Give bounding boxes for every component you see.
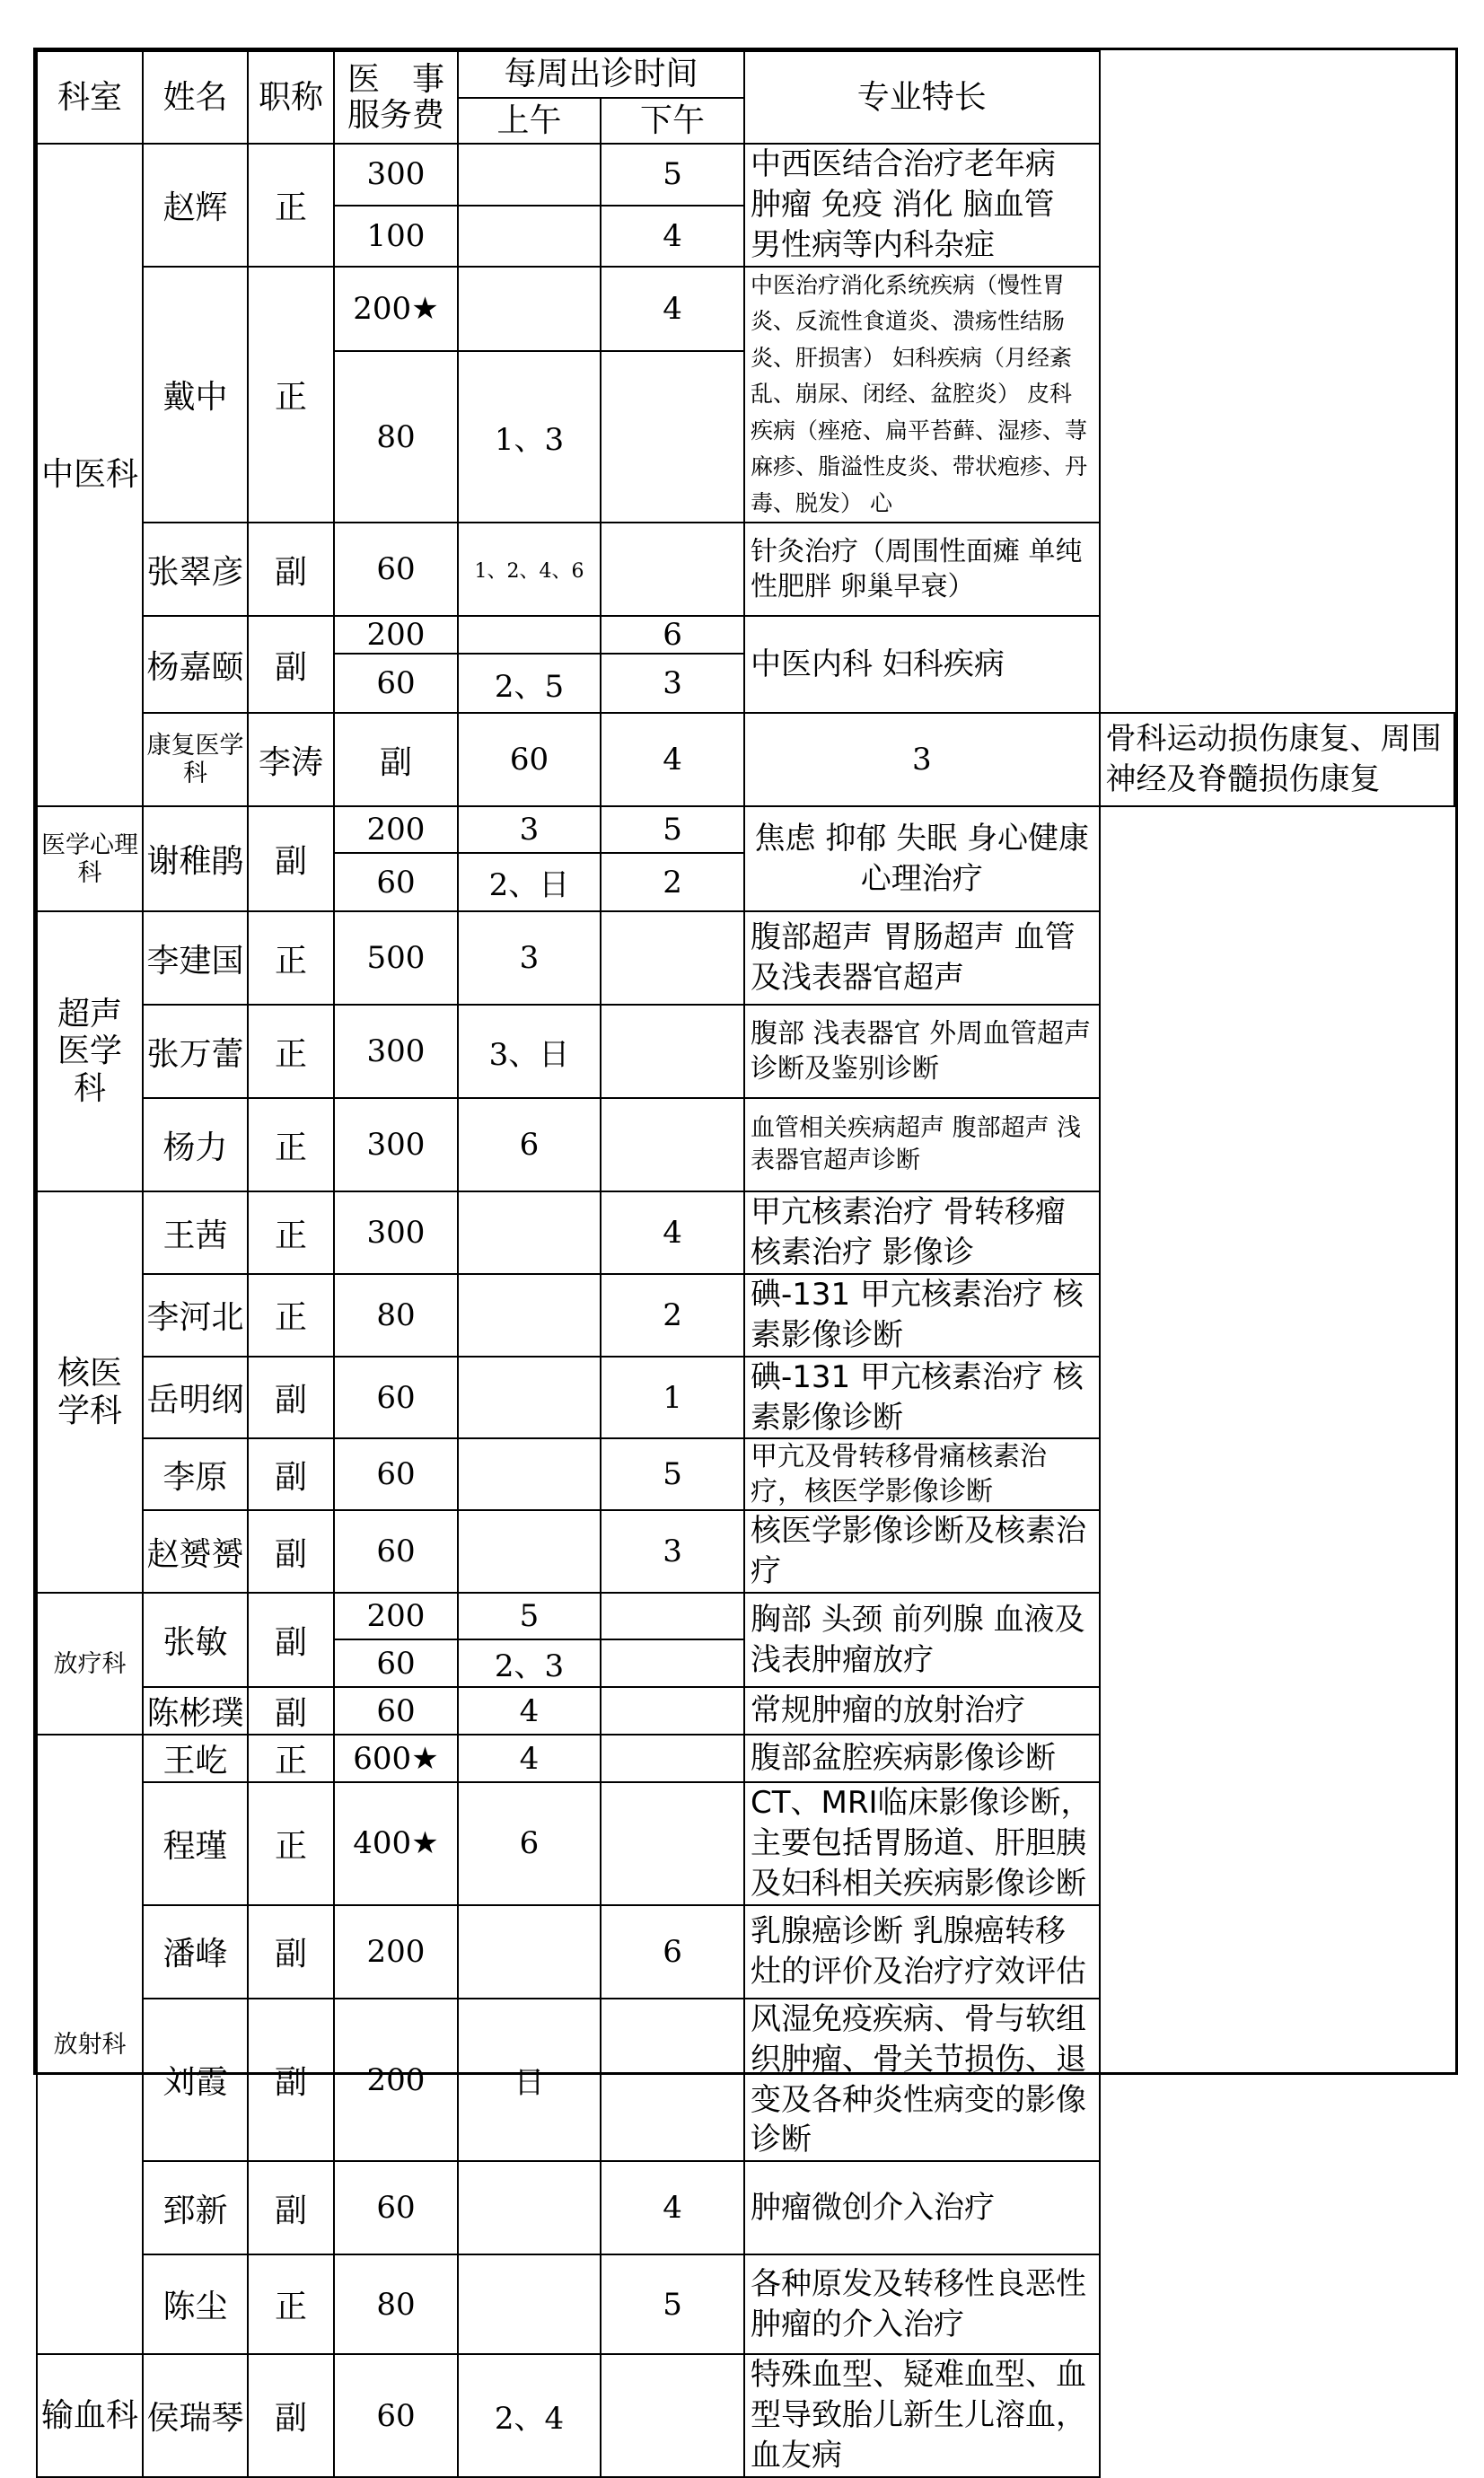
dept-cell: 放疗科 (37, 1593, 143, 1735)
fee-cell: 60 (334, 853, 458, 911)
dept-cell (37, 911, 143, 1191)
doctor-name: 刘霞 (143, 1999, 248, 2162)
fee-cell: 60 (334, 1510, 458, 1593)
am-cell: 2、3 (458, 1639, 601, 1687)
header-name: 姓名 (143, 51, 248, 144)
pm-cell: 2 (601, 853, 744, 911)
doctor-name: 戴中 (143, 267, 248, 523)
pm-cell: 4 (601, 1191, 744, 1274)
fee-cell: 600★ (334, 1735, 458, 1782)
fee-cell: 80 (334, 1274, 458, 1357)
doctor-name: 陈彬璞 (143, 1687, 248, 1735)
am-cell (458, 144, 601, 206)
table-row (37, 523, 1454, 616)
fee-cell: 200 (334, 1593, 458, 1639)
doctor-title: 正 (248, 144, 334, 267)
specialty-cell: 碘-131 甲亢核素治疗 核素影像诊断 (744, 1357, 1099, 1439)
doctor-title: 正 (248, 1735, 334, 1782)
table-row (37, 1357, 1454, 1439)
table-row (37, 267, 1454, 352)
doctor-name: 陈尘 (143, 2254, 248, 2354)
pm-cell: 3 (744, 713, 1099, 806)
doctor-name: 赵赟赟 (143, 1510, 248, 1593)
fee-cell: 60 (334, 2354, 458, 2477)
table-row (37, 1735, 1454, 1782)
fee-cell: 300 (334, 144, 458, 206)
table-row (37, 1191, 1454, 1274)
doctor-name: 李建国 (143, 911, 248, 1005)
specialty-cell: CT、MRI临床影像诊断，主要包括胃肠道、肝胆胰及妇科相关疾病影像诊断 (744, 1782, 1099, 1905)
specialty-cell: 胸部 头颈 前列腺 血液及浅表肿瘤放疗 (744, 1593, 1099, 1687)
specialty-cell: 腹部盆腔疾病影像诊断 (744, 1735, 1099, 1782)
doctor-title: 正 (248, 1191, 334, 1274)
doctor-title: 副 (248, 523, 334, 616)
fee-cell: 60 (334, 654, 458, 713)
specialty-cell: 中医治疗消化系统疾病（慢性胃炎、反流性食道炎、溃疡性结肠炎、肝损害） 妇科疾病（月经紊乱、崩尿、闭经、盆腔炎） 皮科疾病（痤疮、扁平苔藓、湿疹、荨麻疹、脂溢性皮炎、带状疱疹、丹毒、脱发） 心 (744, 267, 1099, 523)
pm-cell: 2 (601, 1274, 744, 1357)
pm-cell: 3 (601, 654, 744, 713)
am-cell: 1、2、4、6 (458, 523, 601, 616)
doctor-name: 潘峰 (143, 1905, 248, 1999)
am-cell (458, 1510, 601, 1593)
dept-cell (37, 1191, 143, 1593)
header-fee (334, 51, 458, 144)
table-row (37, 1999, 1454, 2162)
specialty-cell: 碘-131 甲亢核素治疗 核素影像诊断 (744, 1274, 1099, 1357)
fee-cell: 80 (334, 351, 458, 523)
am-cell: 3 (458, 911, 601, 1005)
doctor-name: 杨嘉颐 (143, 616, 248, 713)
doctor-title: 副 (248, 1510, 334, 1593)
specialty-cell: 肿瘤微创介入治疗 (744, 2161, 1099, 2254)
doctor-name: 王茜 (143, 1191, 248, 1274)
dept-cell: 中医科 (37, 144, 143, 806)
doctor-name: 侯瑞琴 (143, 2354, 248, 2477)
fee-cell: 60 (334, 2161, 458, 2254)
pm-cell: 1 (601, 1357, 744, 1439)
am-cell (458, 1357, 601, 1439)
pm-cell: 4 (601, 2161, 744, 2254)
doctor-title: 副 (248, 1593, 334, 1687)
doctor-name: 程瑾 (143, 1782, 248, 1905)
doctor-name: 杨力 (143, 1098, 248, 1191)
specialty-cell: 焦虑 抑郁 失眠 身心健康 心理治疗 (744, 806, 1099, 911)
pm-cell: 5 (601, 806, 744, 853)
pm-cell (601, 1593, 744, 1639)
doctor-title: 正 (248, 2254, 334, 2354)
am-cell: 2、日 (458, 853, 601, 911)
pm-cell (601, 1687, 744, 1735)
fee-cell: 200 (334, 806, 458, 853)
am-cell (458, 1274, 601, 1357)
doctor-title: 副 (248, 616, 334, 713)
doctor-name: 谢稚鹃 (143, 806, 248, 911)
table-row (37, 144, 1454, 206)
pm-cell (601, 1735, 744, 1782)
fee-cell: 200 (334, 1905, 458, 1999)
pm-cell (601, 2354, 744, 2477)
fee-cell: 60 (334, 523, 458, 616)
header-title: 职称 (248, 51, 334, 144)
doctor-name: 赵辉 (143, 144, 248, 267)
doctor-title: 副 (248, 2161, 334, 2254)
specialty-cell: 特殊血型、疑难血型、血型导致胎儿新生儿溶血，血友病 (744, 2354, 1099, 2477)
fee-cell: 200★ (334, 267, 458, 352)
header-dept: 科室 (37, 51, 143, 144)
doctor-name: 李原 (143, 1438, 248, 1510)
header-row (37, 51, 1454, 98)
doctor-title: 正 (248, 1782, 334, 1905)
specialty-cell: 中医内科 妇科疾病 (744, 616, 1099, 713)
specialty-cell: 乳腺癌诊断 乳腺癌转移灶的评价及治疗疗效评估 (744, 1905, 1099, 1999)
am-cell: 3、日 (458, 1005, 601, 1098)
am-cell (458, 1191, 601, 1274)
fee-cell: 60 (458, 713, 601, 806)
specialty-cell: 各种原发及转移性良恶性肿瘤的介入治疗 (744, 2254, 1099, 2354)
doctor-title: 副 (248, 2354, 334, 2477)
table-row (37, 1005, 1454, 1098)
pm-cell (601, 1999, 744, 2162)
doctor-name: 岳明纲 (143, 1357, 248, 1439)
pm-cell: 4 (601, 267, 744, 352)
am-cell: 6 (458, 1782, 601, 1905)
pm-cell (601, 1098, 744, 1191)
doctor-name: 郅新 (143, 2161, 248, 2254)
doctor-title: 副 (248, 1687, 334, 1735)
am-cell: 4 (458, 1687, 601, 1735)
pm-cell (601, 911, 744, 1005)
doctor-name: 李涛 (248, 713, 334, 806)
table-row (37, 911, 1454, 1005)
table-row (37, 1098, 1454, 1191)
am-cell: 1、3 (458, 351, 601, 523)
header-fee-line2: 服务费 (347, 96, 444, 134)
pm-cell (601, 523, 744, 616)
specialty-cell: 甲亢核素治疗 骨转移瘤核素治疗 影像诊 (744, 1191, 1099, 1274)
table-row (37, 2161, 1454, 2254)
table-row (37, 2354, 1454, 2477)
doctor-name: 张翠彦 (143, 523, 248, 616)
doctor-title: 正 (248, 267, 334, 523)
specialty-cell: 核医学影像诊断及核素治疗 (744, 1510, 1099, 1593)
doctor-title: 正 (248, 1005, 334, 1098)
am-cell (458, 2161, 601, 2254)
table-row (37, 1510, 1454, 1593)
table-row (37, 1782, 1454, 1905)
fee-cell: 300 (334, 1098, 458, 1191)
fee-cell: 200 (334, 1999, 458, 2162)
fee-cell: 60 (334, 1438, 458, 1510)
table-row (37, 806, 1454, 853)
pm-cell: 5 (601, 144, 744, 206)
doctor-title: 副 (248, 1438, 334, 1510)
specialty-cell: 甲亢及骨转移骨痛核素治疗，核医学影像诊断 (744, 1438, 1099, 1510)
doctor-name: 王屹 (143, 1735, 248, 1782)
fee-cell: 60 (334, 1357, 458, 1439)
fee-cell: 400★ (334, 1782, 458, 1905)
header-schedule: 每周出诊时间 (458, 51, 744, 98)
specialty-cell: 中西医结合治疗老年病 肿瘤 免疫 消化 脑血管 男性病等内科杂症 (744, 144, 1099, 267)
am-cell: 2、5 (458, 654, 601, 713)
am-cell: 4 (601, 713, 744, 806)
table-row (37, 1687, 1454, 1735)
pm-cell: 5 (601, 2254, 744, 2354)
pm-cell: 4 (601, 206, 744, 267)
doctor-title: 正 (248, 1274, 334, 1357)
table-row (37, 1274, 1454, 1357)
dept-label-multiline: 超声医学科 (57, 996, 122, 1107)
pm-cell: 6 (601, 616, 744, 654)
am-cell (458, 1905, 601, 1999)
am-cell (458, 1438, 601, 1510)
fee-cell: 60 (334, 1639, 458, 1687)
specialty-cell: 风湿免疫疾病、骨与软组织肿瘤、骨关节损伤、退变及各种炎性病变的影像诊断 (744, 1999, 1099, 2162)
am-cell (458, 206, 601, 267)
fee-cell: 100 (334, 206, 458, 267)
schedule-table (36, 50, 1455, 2478)
doctor-title: 正 (248, 1098, 334, 1191)
pm-cell: 6 (601, 1905, 744, 1999)
am-cell: 3 (458, 806, 601, 853)
am-cell: 6 (458, 1098, 601, 1191)
doctor-name: 李河北 (143, 1274, 248, 1357)
pm-cell: 5 (601, 1438, 744, 1510)
specialty-cell: 腹部 浅表器官 外周血管超声诊断及鉴别诊断 (744, 1005, 1099, 1098)
header-pm: 下午 (601, 98, 744, 144)
fee-cell: 300 (334, 1005, 458, 1098)
fee-cell: 300 (334, 1191, 458, 1274)
specialty-cell: 常规肿瘤的放射治疗 (744, 1687, 1099, 1735)
doctor-title: 正 (248, 911, 334, 1005)
doctor-name: 张敏 (143, 1593, 248, 1687)
am-cell: 2、4 (458, 2354, 601, 2477)
table-row (37, 616, 1454, 654)
specialty-cell: 骨科运动损伤康复、周围神经及脊髓损伤康复 (1100, 713, 1455, 806)
pm-cell (601, 1782, 744, 1905)
doctor-title: 副 (334, 713, 458, 806)
pm-cell (601, 351, 744, 523)
doctor-title: 副 (248, 1905, 334, 1999)
pm-cell (601, 1005, 744, 1098)
header-am: 上午 (458, 98, 601, 144)
specialty-cell: 针灸治疗（周围性面瘫 单纯性肥胖 卵巢早衰） (744, 523, 1099, 616)
doctor-title: 副 (248, 806, 334, 911)
dept-cell: 输血科 (37, 2354, 143, 2477)
doctor-name: 张万蕾 (143, 1005, 248, 1098)
table-row (37, 713, 1454, 806)
table-row (37, 1905, 1454, 1999)
fee-cell: 500 (334, 911, 458, 1005)
table-row (37, 1593, 1454, 1639)
am-cell: 4 (458, 1735, 601, 1782)
specialty-cell: 血管相关疾病超声 腹部超声 浅表器官超声诊断 (744, 1098, 1099, 1191)
header-specialty: 专业特长 (744, 51, 1099, 144)
table-row (37, 2254, 1454, 2354)
pm-cell (601, 1639, 744, 1687)
dept-cell: 放射科 (37, 1735, 143, 2354)
fee-cell: 60 (334, 1687, 458, 1735)
am-cell (458, 2254, 601, 2354)
fee-cell: 200 (334, 616, 458, 654)
dept-cell: 医学心理科 (37, 806, 143, 911)
table-row (37, 1438, 1454, 1510)
dept-cell: 康复医学科 (143, 713, 248, 806)
specialty-cell: 腹部超声 胃肠超声 血管及浅表器官超声 (744, 911, 1099, 1005)
pm-cell: 3 (601, 1510, 744, 1593)
doctor-title: 副 (248, 1999, 334, 2162)
clinic-schedule-sheet (33, 48, 1458, 2474)
am-cell: 日 (458, 1999, 601, 2162)
am-cell (458, 616, 601, 654)
fee-cell: 80 (334, 2254, 458, 2354)
am-cell: 5 (458, 1593, 601, 1639)
header-fee-line1: 医 事 (347, 60, 444, 98)
am-cell (458, 267, 601, 352)
dept-label-multiline: 核医学科 (57, 1355, 122, 1429)
doctor-title: 副 (248, 1357, 334, 1439)
